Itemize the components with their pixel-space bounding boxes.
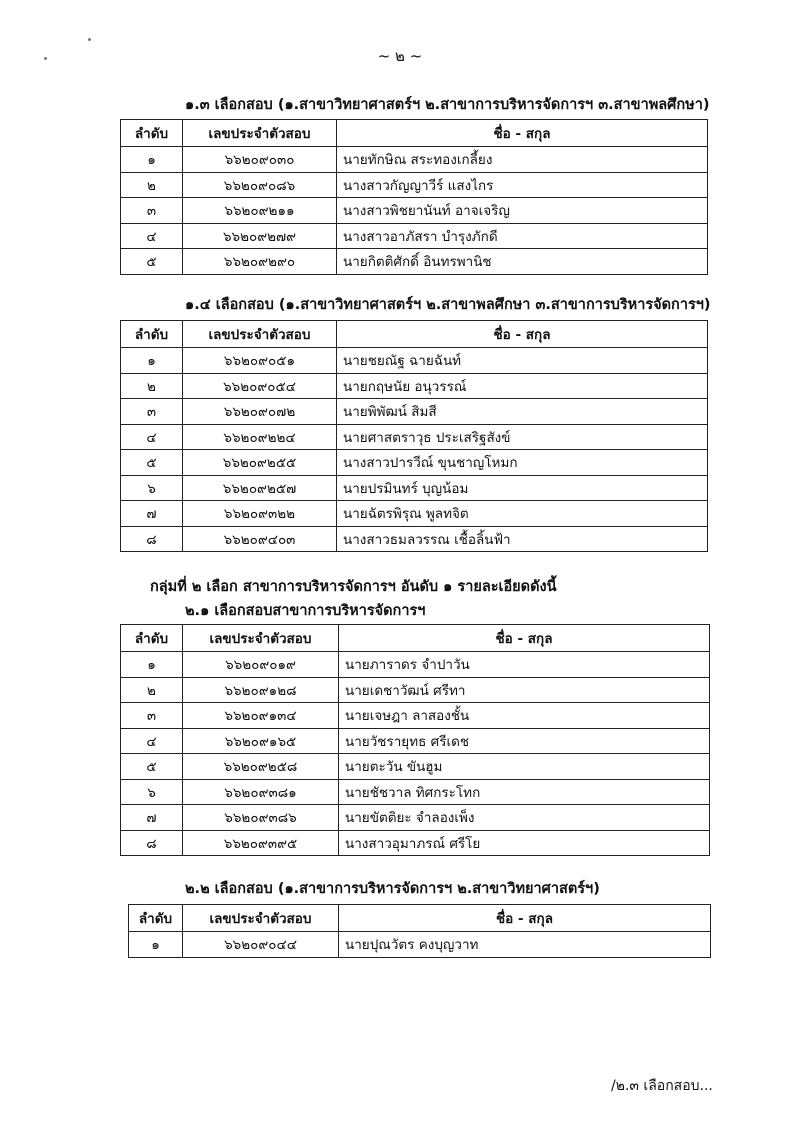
full-name-cell: นางสาวกัญญาวีร์ แสงไกร [337, 172, 708, 198]
full-name-cell: นายตะวัน ขันฮูม [339, 754, 710, 780]
table-row [121, 172, 708, 198]
page-number: ~ ๒ ~ [377, 47, 423, 65]
order-cell: ๕ [121, 754, 183, 780]
order-cell: ๓ [121, 399, 183, 425]
order-cell: ๘ [121, 526, 183, 552]
results-table [120, 624, 710, 856]
table-row [121, 501, 708, 527]
table-row [121, 198, 708, 224]
full-name-cell: นายชัชวาล ทิศกระโทก [339, 779, 710, 805]
full-name-cell: นายกฤษนัย อนุวรรณ์ [337, 373, 708, 399]
table-row [121, 805, 710, 831]
order-cell: ๘ [121, 830, 183, 856]
order-cell: ๒ [121, 677, 183, 703]
exam-id-cell: ๖๖๒๐๙๐๕๑ [183, 348, 337, 374]
header-exam-id: เลขประจำตัวสอบ [183, 120, 337, 147]
exam-id-cell: ๖๖๒๐๙๐๗๒ [183, 399, 337, 425]
header-full-name: ชื่อ - สกุล [337, 321, 708, 348]
continuation-note: /๒.๓ เลือกสอบ... [611, 1078, 713, 1094]
full-name-cell: นายฉัตรพิรุณ พูลทจิต [337, 501, 708, 527]
header-exam-id: เลขประจำตัวสอบ [183, 321, 337, 348]
header-order: ลำดับ [121, 625, 183, 652]
exam-id-cell: ๖๖๒๐๙๐๓๐ [183, 147, 337, 173]
table-row [121, 399, 708, 425]
table-row [121, 526, 708, 552]
table-row [121, 728, 710, 754]
order-cell: ๗ [121, 501, 183, 527]
exam-id-cell: ๖๖๒๐๙๓๘๑ [183, 779, 339, 805]
order-cell: ๑ [121, 652, 183, 678]
full-name-cell: นางสาวธมลวรรณ เชื้อลิ้นฟ้า [337, 526, 708, 552]
results-table [128, 904, 711, 958]
exam-id-cell: ๖๖๒๐๙๓๒๒ [183, 501, 337, 527]
section-heading: ๒.๑ เลือกสอบสาขาการบริหารจัดการฯ [185, 603, 426, 619]
full-name-cell: นายศาสตราวุธ ประเสริฐสังข์ [337, 424, 708, 450]
order-cell: ๔ [121, 424, 183, 450]
order-cell: ๓ [121, 198, 183, 224]
header-order: ลำดับ [129, 905, 183, 932]
section-heading: ๑.๔ เลือกสอบ (๑.สาขาวิทยาศาสตร์ฯ ๒.สาขาพลศึกษา ๓.สาขาการบริหารจัดการฯ) [185, 297, 711, 313]
header-full-name: ชื่อ - สกุล [339, 905, 711, 932]
full-name-cell: นางสาวพิชยานันท์ อาจเจริญ [337, 198, 708, 224]
exam-id-cell: ๖๖๒๐๙๒๙๐ [183, 249, 337, 275]
order-cell: ๗ [121, 805, 183, 831]
order-cell: ๕ [121, 249, 183, 275]
header-order: ลำดับ [121, 120, 183, 147]
table-row [121, 703, 710, 729]
table-row [121, 475, 708, 501]
full-name-cell: นายชยณัฐ ฉายฉันท์ [337, 348, 708, 374]
table-row [121, 223, 708, 249]
full-name-cell: นางสาวอาภัสรา บำรุงภักดี [337, 223, 708, 249]
header-exam-id: เลขประจำตัวสอบ [183, 625, 339, 652]
order-cell: ๖ [121, 779, 183, 805]
exam-id-cell: ๖๖๒๐๙๒๒๔ [183, 424, 337, 450]
scan-speck [88, 38, 91, 41]
header-full-name: ชื่อ - สกุล [339, 625, 710, 652]
exam-id-cell: ๖๖๒๐๙๒๕๗ [183, 475, 337, 501]
full-name-cell: นายเดชาวัฒน์ ศรีทา [339, 677, 710, 703]
header-full-name: ชื่อ - สกุล [337, 120, 708, 147]
table-row [121, 249, 708, 275]
table-row [129, 932, 711, 958]
table-row [121, 450, 708, 476]
group-heading: กลุ่มที่ ๒ เลือก สาขาการบริหารจัดการฯ อันดับ ๑ รายละเอียดดังนี้ [150, 579, 557, 595]
full-name-cell: นางสาวปารวีณ์ ขุนชาญโหมก [337, 450, 708, 476]
exam-id-cell: ๖๖๒๐๙๑๖๕ [183, 728, 339, 754]
full-name-cell: นายเจษฎา ลาสองชั้น [339, 703, 710, 729]
full-name-cell: นายวัชรายุทธ ศรีเดช [339, 728, 710, 754]
table-row [121, 147, 708, 173]
table-row [121, 348, 708, 374]
full-name-cell: นายกิตติศักดิ์ อินทรพานิช [337, 249, 708, 275]
header-order: ลำดับ [121, 321, 183, 348]
full-name-cell: นายทักษิณ สระทองเกลี้ยง [337, 147, 708, 173]
section-heading: ๑.๓ เลือกสอบ (๑.สาขาวิทยาศาสตร์ฯ ๒.สาขาการบริหารจัดการฯ ๓.สาขาพลศึกษา) [185, 97, 710, 113]
exam-id-cell: ๖๖๒๐๙๒๗๙ [183, 223, 337, 249]
exam-id-cell: ๖๖๒๐๙๑๒๘ [183, 677, 339, 703]
exam-id-cell: ๖๖๒๐๙๔๐๓ [183, 526, 337, 552]
order-cell: ๔ [121, 223, 183, 249]
exam-id-cell: ๖๖๒๐๙๒๕๘ [183, 754, 339, 780]
table-row [121, 830, 710, 856]
exam-id-cell: ๖๖๒๐๙๐๑๙ [183, 652, 339, 678]
table-row [121, 652, 710, 678]
table-row [121, 779, 710, 805]
order-cell: ๑ [121, 348, 183, 374]
order-cell: ๓ [121, 703, 183, 729]
exam-id-cell: ๖๖๒๐๙๓๙๕ [183, 830, 339, 856]
order-cell: ๑ [129, 932, 183, 958]
exam-id-cell: ๖๖๒๐๙๑๓๔ [183, 703, 339, 729]
table-row [121, 754, 710, 780]
order-cell: ๖ [121, 475, 183, 501]
order-cell: ๒ [121, 373, 183, 399]
exam-id-cell: ๖๖๒๐๙๒๕๕ [183, 450, 337, 476]
full-name-cell: นายพิพัฒน์ สิมสี [337, 399, 708, 425]
full-name-cell: นายปรมินทร์ บุญน้อม [337, 475, 708, 501]
table-row [121, 677, 710, 703]
full-name-cell: นายปุณวัตร คงบุญวาท [339, 932, 711, 958]
results-table [120, 320, 708, 552]
exam-id-cell: ๖๖๒๐๙๐๔๔ [183, 932, 339, 958]
order-cell: ๑ [121, 147, 183, 173]
full-name-cell: นายขัตติยะ จำลองเพ็ง [339, 805, 710, 831]
exam-id-cell: ๖๖๒๐๙๓๘๖ [183, 805, 339, 831]
table-row [121, 373, 708, 399]
full-name-cell: นายภาราดร จำปาวัน [339, 652, 710, 678]
exam-id-cell: ๖๖๒๐๙๐๘๖ [183, 172, 337, 198]
exam-id-cell: ๖๖๒๐๙๒๑๑ [183, 198, 337, 224]
exam-id-cell: ๖๖๒๐๙๐๕๔ [183, 373, 337, 399]
table-row [121, 424, 708, 450]
order-cell: ๕ [121, 450, 183, 476]
order-cell: ๒ [121, 172, 183, 198]
section-heading: ๒.๒ เลือกสอบ (๑.สาขาการบริหารจัดการฯ ๒.สาขาวิทยาศาสตร์ฯ) [185, 881, 600, 897]
header-exam-id: เลขประจำตัวสอบ [183, 905, 339, 932]
results-table [120, 119, 708, 275]
order-cell: ๔ [121, 728, 183, 754]
full-name-cell: นางสาวอุมาภรณ์ ศรีโย [339, 830, 710, 856]
